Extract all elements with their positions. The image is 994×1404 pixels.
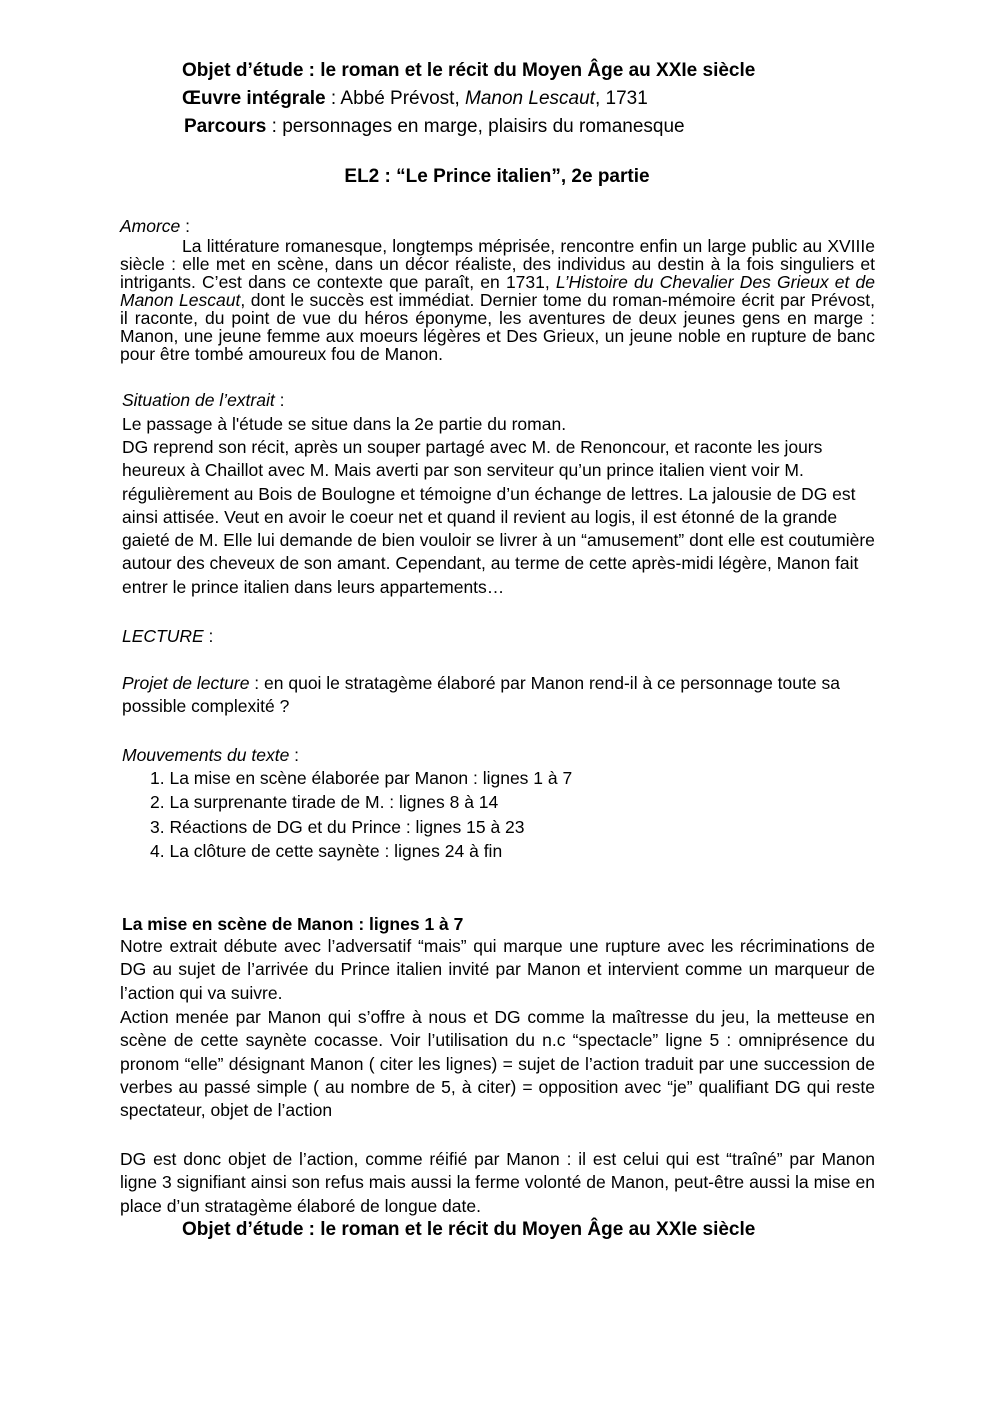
situation-label: Situation de l’extrait [122, 390, 275, 410]
situation-colon: : [274, 390, 285, 410]
section-1-paragraph-3: DG est donc objet de l’action, comme réifié par Manon : il est celui qui est “traîné” par Manon ligne 3 signifiant ainsi son refus mais aussi la ferme volonté de Manon, peut-être aussi la mise en place d’un stratagème élaboré de longue date. [120, 1149, 875, 1216]
oeuvre-year: , 1731 [594, 88, 648, 109]
mouvement-item-2: 2. La surprenante tirade de M. : lignes 8 à 14 [150, 792, 499, 813]
lecture-heading [122, 624, 213, 648]
mouvements-colon: : [289, 745, 300, 765]
amorce-text-1: La littérature romanesque, longtemps méprisée, rencontre enfin un large public au XVIIIe siècle : elle met en scène, dans un décor réaliste, des individus au destin à la fois singuliers et intrigants. C’est dans ce contexte que paraît, en 1731, [120, 236, 875, 292]
situation-paragraph: DG reprend son récit, après un souper partagé avec M. de Renoncour, et raconte les jours heureux à Chaillot avec M. Mais averti par son serviteur qu’un prince italien vient voir M. régulièrement au Bois de Boulogne et témoigne d’un échange de lettres. La jalousie de DG est ainsi attisée. Veut en avoir le coeur net et quand il revient au logis, il est étonné de la grande gaieté de M. Elle lui demande de bien vouloir se livrer à un “amusement” dont elle est coutumière autour des cheveux de son amant. Cependant, au terme de cette après-midi légère, Manon fait entrer le prince italien dans leurs appartements… [122, 437, 875, 597]
amorce-label: Amorce [120, 216, 181, 236]
mouvements-label: Mouvements du texte [122, 745, 290, 765]
amorce-heading [120, 214, 190, 238]
projet-text: : en quoi le stratagème élaboré par Manon rend-il à ce personnage toute sa possible complexité ? [122, 673, 840, 717]
mouvement-item-3: 3. Réactions de DG et du Prince : lignes 15 à 23 [150, 816, 525, 837]
document-title: EL2 : “Le Prince italien”, 2e partie [344, 166, 650, 187]
mouvements-list [150, 766, 572, 863]
lecture-colon: : [203, 626, 214, 646]
objet-etude-header: Objet d’étude : le roman et le récit du Moyen Âge au XXIe siècle [182, 60, 756, 81]
section-1-paragraph-2: Action menée par Manon qui s’offre à nous et DG comme la maîtresse du jeu, la metteuse en scène de cette saynète cocasse. Voir l’utilisation du n.c “spectacle” ligne 5 : omniprésence du pronom “elle” désignant Manon ( citer les lignes) = sujet de l’action traduit par une succession de verbes au passé simple ( au nombre de 5, à citer) = opposition avec “je” qualifiant DG qui reste spectateur, objet de l’action [120, 1007, 875, 1121]
mouvements-heading [122, 743, 299, 767]
oeuvre-sep: : Abbé Prévost, [325, 88, 466, 109]
amorce-work-title: L’Histoire du Chevalier Des Grieux et de Manon Lescaut [120, 272, 875, 310]
situation-line-1: Le passage à l'étude se situe dans la 2e partie du roman. [122, 414, 567, 434]
mouvement-item-1: 1. La mise en scène élaborée par Manon : lignes 1 à 7 [150, 768, 573, 788]
mouvement-item-4: 4. La clôture de cette saynète : lignes 24 à fin [150, 840, 503, 861]
lecture-label: LECTURE [122, 626, 204, 646]
oeuvre-integrale-line [182, 85, 648, 113]
situation-heading [122, 388, 284, 412]
amorce-colon: : [180, 216, 191, 236]
amorce-paragraph [120, 237, 875, 363]
oeuvre-label: Œuvre intégrale [182, 88, 326, 109]
parcours-line [184, 113, 685, 141]
parcours-text: : personnages en marge, plaisirs du romanesque [266, 116, 685, 137]
parcours-label: Parcours [184, 116, 267, 137]
projet-label: Projet de lecture [122, 673, 250, 693]
projet-lecture [122, 672, 877, 719]
section-1-paragraph-1: Notre extrait débute avec l’adversatif “mais” qui marque une rupture avec les récriminations de DG au sujet de l’arrivée du Prince italien invité par Manon et intervient comme un marqueur de l’action qui va suivre. [120, 936, 875, 1003]
oeuvre-title: Manon Lescaut [465, 88, 595, 109]
amorce-text-2: , dont le succès est immédiat. Dernier tome du roman-mémoire écrit par Prévost, il raconte, du point de vue du héros éponyme, les aventures de deux jeunes gens en marge : Manon, une jeune femme aux moeurs légères et Des Grieux, un jeune noble en rupture de banc pour être tombé amoureux fou de Manon. [120, 290, 875, 364]
objet-etude-repeat: Objet d’étude : le roman et le récit du Moyen Âge au XXIe siècle [182, 1219, 756, 1240]
section-1-heading: La mise en scène de Manon : lignes 1 à 7 [122, 914, 464, 934]
